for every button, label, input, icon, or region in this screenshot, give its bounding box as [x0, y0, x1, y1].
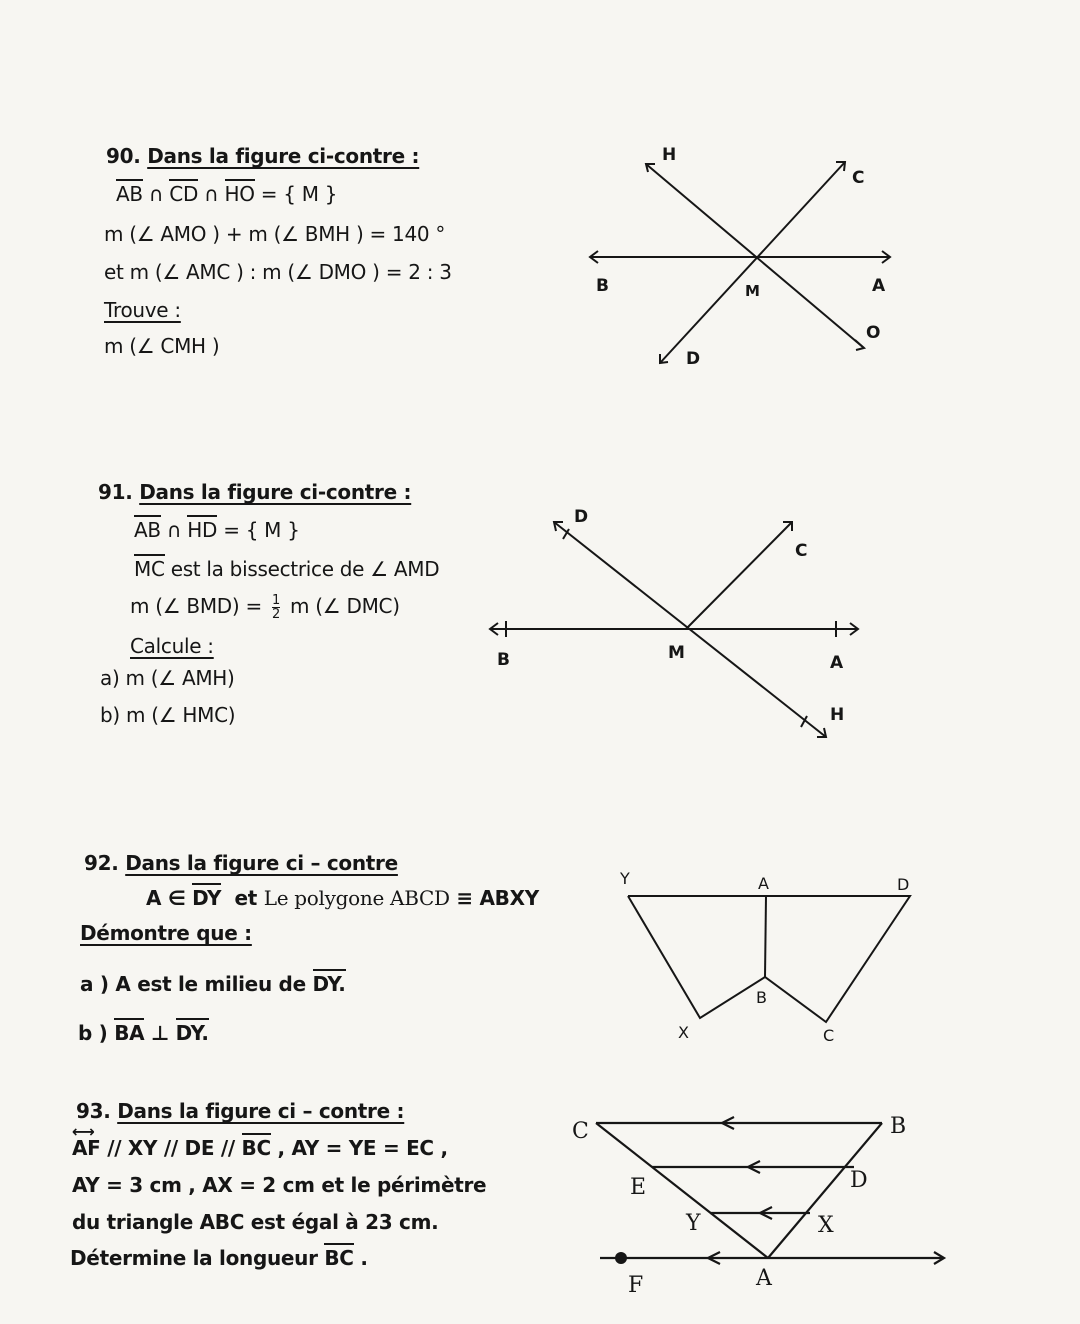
task-label: Démontre que :	[80, 921, 252, 945]
given-perimeter: du triangle ABC est égal à 23 cm.	[72, 1210, 439, 1234]
label-c: C	[572, 1119, 589, 1144]
question-b: b ) BA ⊥ DY.	[78, 1021, 209, 1045]
label-d: D	[686, 349, 701, 369]
label-d: D	[897, 875, 910, 894]
label-a: A	[758, 874, 769, 893]
label-h: H	[662, 145, 677, 165]
given-lengths: AY = 3 cm , AX = 2 cm et le périmètre	[72, 1173, 487, 1197]
given-bisector: MC est la bissectrice de ∠ AMD	[134, 557, 439, 581]
label-c: C	[795, 541, 808, 561]
given-statement: A ∈ DY et Le polygone ABCD ≡ ABXY	[146, 886, 539, 910]
label-a: A	[872, 276, 886, 296]
label-c: C	[852, 168, 865, 188]
question-a: a ) A est le milieu de DY.	[80, 972, 346, 996]
exercise-number: 92.	[84, 851, 119, 875]
point-f	[615, 1252, 627, 1264]
label-b: B	[756, 988, 767, 1007]
exercise-heading: Dans la figure ci – contre :	[117, 1099, 405, 1123]
question: Détermine la longueur BC .	[70, 1246, 368, 1270]
question-a: a) m (∠ AMH)	[100, 666, 235, 690]
exercise-heading: Dans la figure ci-contre :	[139, 480, 412, 504]
exercise-number: 93.	[76, 1099, 111, 1123]
given-intersection: AB ∩ CD ∩ HO = { M }	[116, 182, 337, 206]
exercise-heading: Dans la figure ci – contre	[125, 851, 398, 875]
question-b: b) m (∠ HMC)	[100, 703, 236, 727]
label-o: O	[866, 323, 881, 343]
label-x: X	[818, 1213, 834, 1238]
exercise-number: 91.	[98, 480, 133, 504]
fraction-one-half: $\frac{1}{2}$	[272, 593, 280, 622]
label-e: E	[630, 1175, 647, 1200]
exercise-heading: Dans la figure ci-contre :	[147, 144, 420, 168]
label-m: M	[745, 282, 760, 300]
label-y: Y	[620, 869, 630, 888]
label-b: B	[497, 650, 510, 670]
label-y: Y	[686, 1211, 701, 1236]
label-b: B	[890, 1114, 907, 1139]
label-m: M	[668, 643, 685, 663]
label-a: A	[830, 653, 844, 673]
given-angle-relation: m (∠ BMD) = $\frac{1}{2}$ m (∠ DMC)	[130, 593, 400, 622]
exercise-number: 90.	[106, 144, 141, 168]
label-b: B	[596, 276, 609, 296]
label-h: H	[830, 705, 845, 725]
segment-ca	[596, 1123, 768, 1258]
task-label: Calcule :	[130, 634, 214, 658]
given-intersection: AB ∩ HD = { M }	[134, 518, 300, 542]
given-angle-ratio: et m (∠ AMC ) : m (∠ DMO ) = 2 : 3	[104, 260, 452, 284]
label-d: D	[850, 1168, 868, 1193]
label-f: F	[628, 1273, 644, 1298]
question: m (∠ CMH )	[104, 334, 220, 358]
label-c: C	[823, 1026, 835, 1045]
given-parallels: ⟷ AF // XY // DE // BC , AY = YE = EC ,	[72, 1122, 448, 1160]
task-label: Trouve :	[104, 298, 181, 322]
label-d: D	[574, 507, 589, 527]
label-a: A	[756, 1266, 772, 1291]
label-x: X	[678, 1023, 689, 1042]
given-angle-sum: m (∠ AMO ) + m (∠ BMH ) = 140 °	[104, 222, 446, 246]
